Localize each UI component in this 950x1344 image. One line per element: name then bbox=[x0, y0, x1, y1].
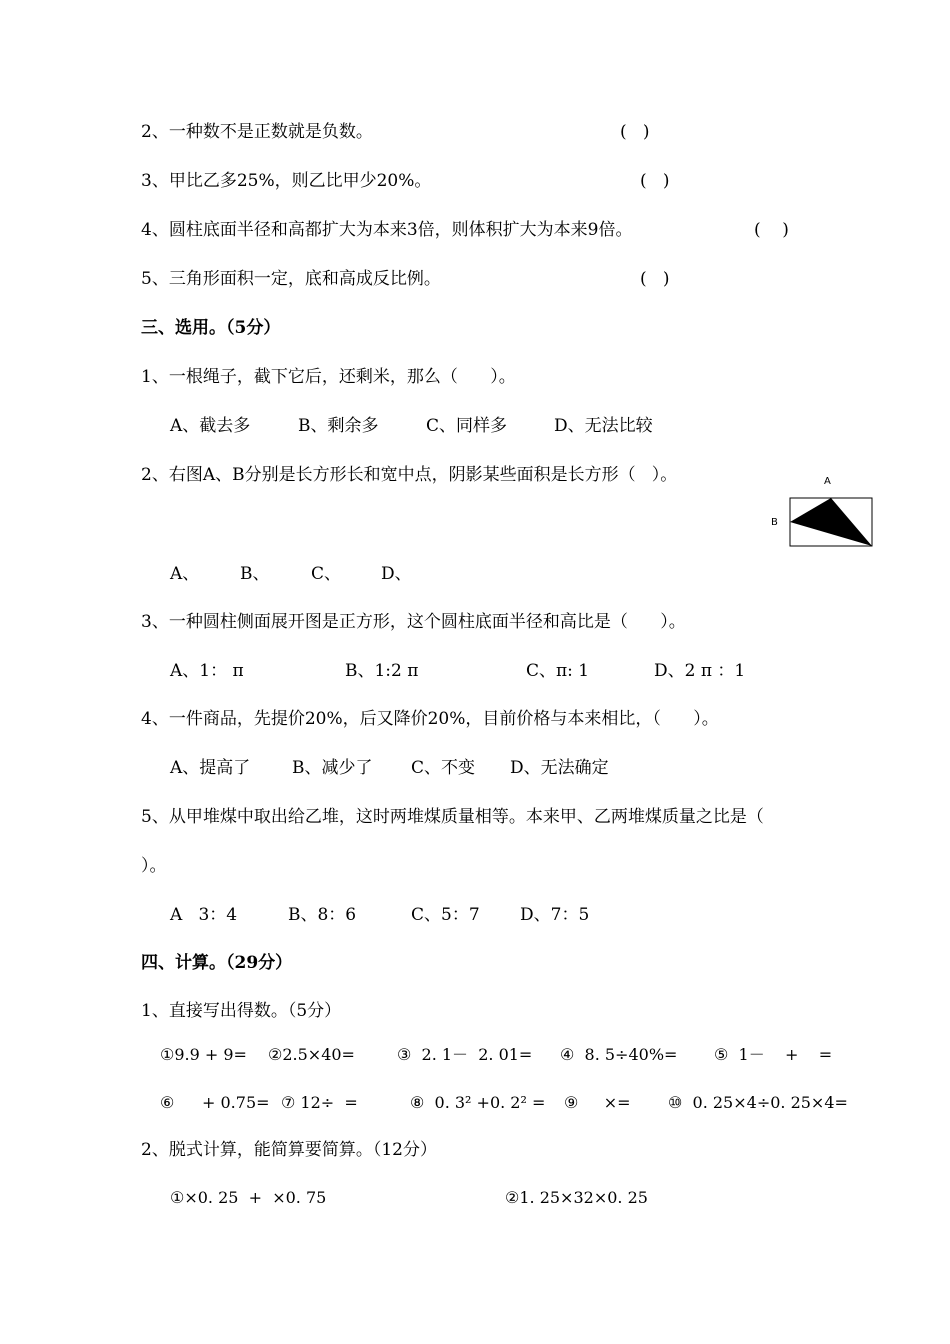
calc-q2-text: 2、脱式计算，能简算要简算。（12分） bbox=[141, 1140, 437, 1160]
judge-q4-text: 4、圆柱底面半径和高都扩大为本来3倍，则体积扩大为本来9倍。 bbox=[141, 220, 633, 240]
calc-q1-item-10: ⑩ 0. 25×4÷0. 25×4= bbox=[668, 1093, 848, 1112]
shaded-triangle bbox=[790, 498, 872, 546]
calc-q1-text: 1、直接写出得数。（5分） bbox=[141, 1001, 342, 1021]
rectangle-triangle-svg bbox=[768, 472, 878, 552]
choice-q3-text: 3、一种圆柱侧面展开图是正方形，这个圆柱底面半径和高比是（ ）。 bbox=[141, 612, 686, 632]
choice-q3-option-d[interactable]: D、2 π ：1 bbox=[654, 661, 746, 681]
choice-q3-option-b[interactable]: B、1:2 π bbox=[345, 661, 419, 681]
judge-q2-answer-paren[interactable]: ( ) bbox=[620, 122, 650, 142]
judge-q2-text: 2、一种数不是正数就是负数。 bbox=[141, 122, 373, 142]
calc-q2-item-1: ①×0. 25 + ×0. 75 bbox=[170, 1188, 327, 1207]
calc-q1-item-8: ⑧ 0. 3² +0. 2² = bbox=[410, 1093, 546, 1112]
calc-q1-item-2: ②2.5×40= bbox=[268, 1045, 355, 1064]
rectangle-figure bbox=[768, 472, 878, 552]
choice-q5-text: 5、从甲堆煤中取出给乙堆，这时两堆煤质量相等。本来甲、乙两堆煤质量之比是（ bbox=[141, 807, 764, 827]
choice-q3-option-c[interactable]: C、π: 1 bbox=[526, 661, 590, 681]
choice-q4-option-a[interactable]: A、提高了 bbox=[170, 758, 251, 778]
calc-q1-item-9: ⑨ ×= bbox=[564, 1093, 631, 1112]
choice-q4-text: 4、一件商品，先提价20%，后又降价20%，目前价格与本来相比，（ ）。 bbox=[141, 709, 719, 729]
calc-q2-item-2: ②1. 25×32×0. 25 bbox=[505, 1188, 648, 1207]
choice-q5-option-a[interactable]: A 3：4 bbox=[170, 905, 238, 925]
figure-label-b: B bbox=[771, 517, 778, 528]
section4-title: 四、计算。（29分） bbox=[141, 953, 293, 973]
calc-q1-item-7: ⑦ 12÷ = bbox=[281, 1093, 358, 1112]
calc-q1-item-4: ④ 8. 5÷40%= bbox=[560, 1045, 678, 1064]
choice-q2-option-a[interactable]: A、 bbox=[170, 564, 200, 584]
choice-q2-option-b[interactable]: B、 bbox=[240, 564, 270, 584]
choice-q4-option-c[interactable]: C、不变 bbox=[411, 758, 476, 778]
choice-q4-option-d[interactable]: D、无法确定 bbox=[510, 758, 609, 778]
choice-q1-option-b[interactable]: B、剩余多 bbox=[298, 416, 379, 436]
choice-q1-option-c[interactable]: C、同样多 bbox=[426, 416, 508, 436]
choice-q5-option-d[interactable]: D、7：5 bbox=[520, 905, 590, 925]
choice-q2-option-d[interactable]: D、 bbox=[381, 564, 412, 584]
calc-q1-item-6-marker: ⑥ bbox=[160, 1093, 175, 1112]
judge-q5-answer-paren[interactable]: ( ) bbox=[640, 269, 670, 289]
choice-q3-option-a[interactable]: A、1： π bbox=[170, 661, 244, 681]
calc-q1-item-5: ⑤ 1－ + = bbox=[714, 1045, 833, 1064]
choice-q1-text: 1、一根绳子，截下它后，还剩米，那么（ ）。 bbox=[141, 367, 516, 387]
judge-q3-answer-paren[interactable]: ( ) bbox=[640, 171, 670, 191]
choice-q5-text-continued: ）。 bbox=[141, 856, 167, 876]
choice-q5-option-c[interactable]: C、5：7 bbox=[411, 905, 480, 925]
choice-q1-option-a[interactable]: A、截去多 bbox=[170, 416, 251, 436]
judge-q3-text: 3、甲比乙多25%，则乙比甲少20%。 bbox=[141, 171, 432, 191]
choice-q2-option-c[interactable]: C、 bbox=[311, 564, 342, 584]
figure-label-a: A bbox=[824, 476, 831, 487]
choice-q5-option-b[interactable]: B、8：6 bbox=[288, 905, 357, 925]
calc-q1-item-1: ①9.9 + 9= bbox=[160, 1045, 247, 1064]
calc-q1-item-3: ③ 2. 1－ 2. 01= bbox=[397, 1045, 533, 1064]
section3-title: 三、选用。（5分） bbox=[141, 318, 281, 338]
choice-q1-option-d[interactable]: D、无法比较 bbox=[554, 416, 653, 436]
calc-q1-item-6: + 0.75= bbox=[202, 1093, 270, 1112]
choice-q4-option-b[interactable]: B、减少了 bbox=[292, 758, 373, 778]
choice-q2-text: 2、右图A、B分别是长方形长和宽中点，阴影某些面积是长方形（ ）。 bbox=[141, 465, 678, 485]
judge-q5-text: 5、三角形面积一定，底和高成反比例。 bbox=[141, 269, 441, 289]
judge-q4-answer-paren[interactable]: ( ) bbox=[754, 220, 789, 240]
